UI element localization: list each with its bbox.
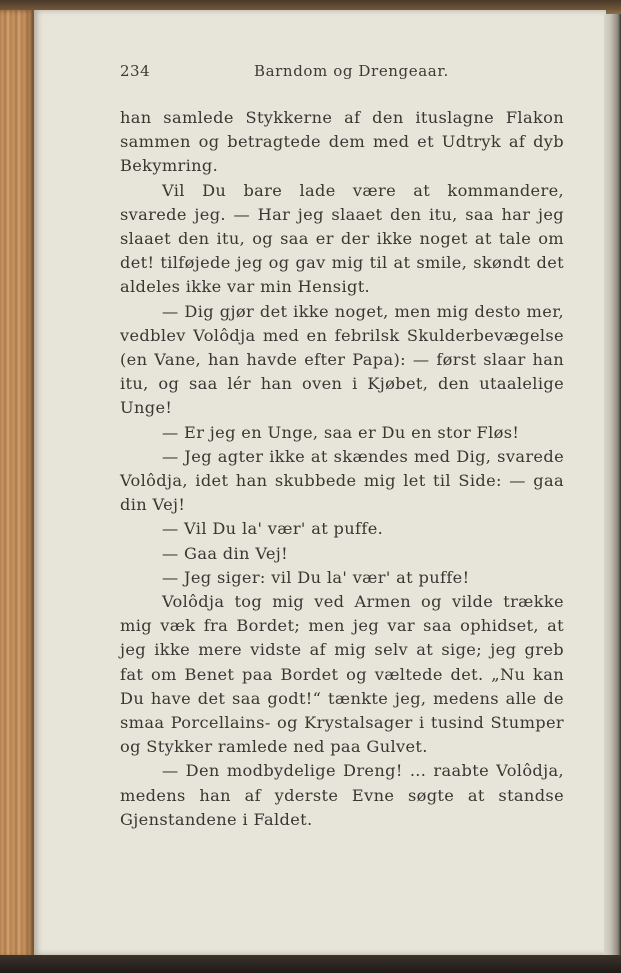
paragraph: — Er jeg en Unge, saa er Du en stor Fløs! (162, 422, 520, 442)
page-number: 234 (120, 62, 151, 80)
paragraph: — Jeg agter ikke at skændes med Dig, svarede Volôdja, idet han skubbede mig let til Side: — gaa din Vej! (120, 446, 564, 515)
paragraph: — Jeg siger: vil Du la' vær' at puffe! (162, 567, 470, 587)
paragraph: Vil Du bare lade være at kommandere, svarede jeg. — Har jeg slaaet den itu, saa har jeg slaaet den itu, og saa er der ikke noget at tale om det! tilføjede jeg og gav mig til at smile, skøndt det aldeles ikke var min Hensigt. (120, 180, 564, 297)
paragraph: — Vil Du la' vær' at puffe. (162, 519, 384, 539)
book-spine (0, 10, 34, 958)
paragraph: — Den modbydelige Dreng! ... raabte Volôdja, medens han af yderste Evne søgte at standse Gjenstandene i Faldet. (120, 761, 564, 829)
body-text (120, 106, 564, 832)
paragraph: Volôdja tog mig ved Armen og vilde trække mig væk fra Bordet; men jeg var saa ophidset, at jeg ikke mere vidste af mig selv at sige; jeg greb fat om Benet paa Bordet og væltede det. „Nu kan Du have det saa godt!“ tænkte jeg, medens alle de smaa Porcellains- og Krystalsager i tusind Stumper og Stykker ramlede ned paa Gulvet. (120, 592, 564, 757)
paragraph: — Dig gjør det ikke noget, men mig desto mer, vedblev Volôdja med en febrilsk Skulderbevægelse (en Vane, han havde efter Papa): — først slaar han itu, og saa lér han oven i Kjøbet, den utaalelige Unge! (120, 301, 564, 418)
book-bottom-edge (0, 955, 621, 973)
running-title: Barndom og Drengeaar. (254, 62, 449, 80)
paragraph: han samlede Stykkerne af den ituslagne Flakon sammen og betragtede dem med et Udtryk af dyb Bekymring. (120, 108, 564, 176)
page-right-edge (604, 14, 621, 959)
paragraph: — Gaa din Vej! (162, 543, 289, 563)
page-header (120, 62, 564, 86)
